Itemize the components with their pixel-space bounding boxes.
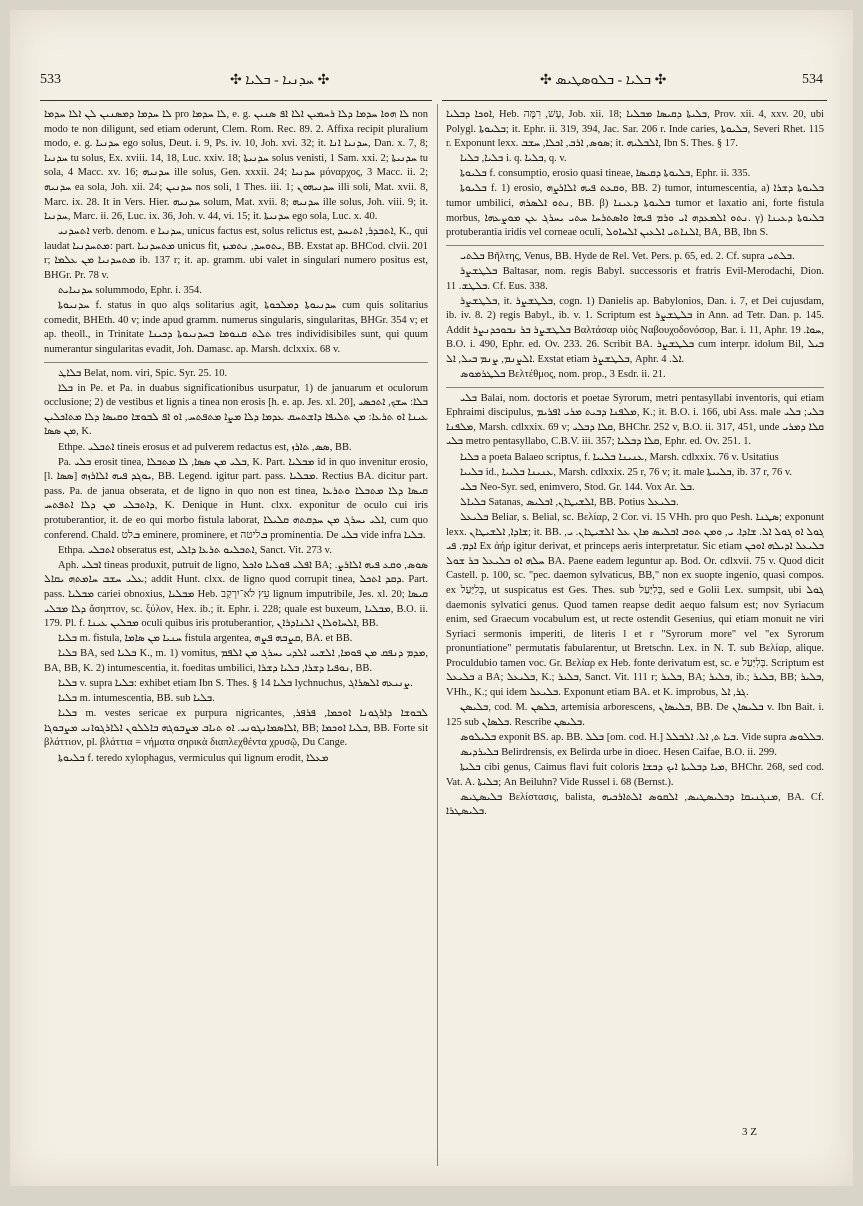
dictionary-entry: ܒܠܝܐ BA, sed ܒܠܝܐ K., m. 1) vomitus, ܡܕܡ ܕܢܦܩ ܡܢ ܦܘܡܐ, ܐܠܫܝܝ ܐܠܕܝ ܝܚܪܓ ܡܢ ܐܠܦܡ, BA, BB, K. 2) intumescentia, it. foeditas umbilici, ܢܘܦܝܐ ܕܫܪܐ, ܒܠܝܐ ܕܫܪܐ, BB. [44, 648, 428, 674]
header-rule-left [40, 100, 432, 101]
dictionary-entry: ܒܠܬܝ Βῆλτης, Venus, BB. Hyde de Rel. Vet. Pers. p. 65, ed. 2. Cf. supra ܒܠܬܝ. [460, 250, 795, 262]
dictionary-entry: ܒܠܛܫܨܪ Baltasar, nom. regis Babyl. successoris et fratris Evil-Merodachi, Dion. ܒܠܛܫ. 11. Cf. Eus. 338. [446, 265, 824, 292]
entry-separator [446, 387, 824, 388]
dictionary-entry: ܒܠܝܐ m. intumescentia, BB. sub ܒܠܝܐ. [58, 693, 215, 705]
entry-separator [446, 245, 824, 246]
entry-separator [44, 362, 428, 363]
dictionary-entry: ܐܬܚܕܢܝ verb. denom. e ܚܕܢܝܐ, unicus factus est, solus relictus est, ܐܬܒܕܪ, ܐܬܝܚܕ, K., qui laudat ܡܬܚܕܢܝܐ: part. ܡܬܚܕܢܝܐ unicus fit, ܝܬܘܚܕ, ܢܬܡܝܙ, BB. Exstat ap. BHCod. clvii. 201 r; ܡܬܚܕܢܝܐ ܡܢ ܥܠܡܐ ib. 137 r; it. ap. gramm. ubi valet in singulari numero positus est, BHGr. Pr. 78 v. [44, 226, 428, 282]
dictionary-entry: ܒܠܛܪܡܘܣ Βελτέθμος, nom. prop., 3 Esdr. ii. 21. [460, 369, 666, 381]
header-rule-right [442, 100, 827, 101]
dictionary-entry: ܒܠܝܣܛܝܣ Βελίστασις, balista, ܡܢܓܢܝܩܐ ܕܒܠܝܣܛܝܣ, ܐܠܩܘܣ ܐܠܬܐܪܟܝܗ, BA. Cf. ܒܠܝܣܛܪܐ. [446, 791, 824, 818]
dictionary-entry: ܒܠܝܥܠ Beliar, s. Belial, sc. Βελίαρ, 2 Cor. vi. 15 VHh. pro quo Pesh. ܣܛܢܐ; exponunt lexx. ܫܐܕܐ, ܐܠܫܝܛܐܢ; it. BB. ܓܘܠ ܐܘ ܓܘܠ ܐܠ. ܫܐܕܐ. ܝ, ܘܡܢ ܬܘܒ ܐܒܠܝܣ ܡܐܢ ܥܠ ܐܠܫܝܛܐܢ. ܝ, ܐܕܡ. ܦܝ Ex ἀήρ igitur derivat, et princeps aeris interpretatur. Sic etiam ܒܠܝܥܠ ܐܕܝܠܗ ܐܘܟܢ ܚܠܗ ܐܘ ܒܠܝܥܠ ܒܪ ܫܘܠ BA. Paene eadem leguntur ap. Bod. Or. cdlxvii. 75 v. Quod dicit Castell. p. 100, sc. "pec. daemon sylvaticus, BB," non ex suopte ingenio, quasi compos. ex בְּלִיַּעַל, ut suspicatus est Ges. Thes. sub בְּלִיַּעַל, sed e Golii Lex. sumpsit, ubi ܓܘܠ daemonis sylvatici genus. Quod tamen reapse dedit aequo falsum est; nov Syriacum enim, sed Graecum vocabulum est, ut recte ostendit Gesenius, qui etiam monuit ne viri Syriaci sermonis imperiti, de literis l et r "Syrorum more" vel "ex Syrorum pronuntiatione" permutatis fabularentur, ut Bretschn. Lex. in N. T. sub Βελίαρ, alique. Proculdubio tamen voc. Gr. Βελίαρ ex Heb. fonte derivatum est, sc. e בְּלִיַּעַל. Scriptum est ܒܠܝܥܠ a BA; ܒܠܝܥܠ, K.; ܒܠܝܪ, Sanct. Vit. 111 r; ܒܠܝܪ, BA; ܒܠܝܪ, ib.; ܒܠܝܪ, BB; ܒܠܝܪ, VHh., K.; qui idem ܒܠܝܥܠ. Exponunt etiam BA. et K. improbus, ܓܪ, ܐܠ. [446, 511, 824, 699]
dictionary-entry: ܒܠܝܠܘܣ exponit BS. ap. BB. ܒܠܠ [om. cod. H.] ܒܝܐ ܬ, ܐܠ. ܐܠܒܠܠ. Vide supra ܒܠܠܘܣ. [460, 731, 824, 743]
dictionary-entry: ܒܠܝܐ a poeta Balaeo scriptus, f. ܥܢܝܢܐ ܒܠܝܝܐ, Marsh. cdlxxix. 76 v. Usitatius [460, 451, 779, 463]
left-column [44, 108, 428, 1162]
dictionary-entry: ܒܠܝܣܢ, cod. M. ܒܠܣܢ, artemisia arborescens, ܒܠܝܣܐܢ, BB. De ܒܠܝܣܐܢ v. Ibn Bait. i. 125 sub ܒܠܣܐܢ. Rescribe ܒܠܝܣܢ. [446, 702, 824, 728]
right-column [446, 108, 824, 1116]
dictionary-entry: ܚܕܢܝܘܬܐ f. status in quo alqs solitarius agit, ܚܕܢܝܘܬܐ ܕܡܠܟܘܬܐ cum quis solitarius comedit, BHEth. 40 v; inde apud gramm. numerus singularis, singularitas, BHGr. 354 v; et ap. theoll., in Trinitate ܬܠܬ ܩܢܘܡܐ ܒܚܕܢܝܘܬܐ ܕܟܝܢܐ tres individisibiles sunt, qui quum numerantur singularitas evadit, Joh. Damasc. ap. Marsh. dclxxix. 68 v. [44, 300, 428, 355]
dictionary-entry: ܚܕܢܝܐܝܬ solummodo, Ephr. i. 354. [58, 285, 202, 297]
dictionary-entry: ܒܠܝܬܐ cibi genus, Caimus flavi fuit coloris ܡܝܐ ܕܒܠܝܬܐ ܐܝܟ ܕܒܫܐ, BHChr. 268, sed cod. Vat. A. ܒܠܝܬܐ; An Beiluhn? Vide Russel i. 68 (Bernst.). [446, 762, 824, 788]
dictionary-entry: Pa. ܒܠܝ erosit tinea, ܒܠܝ ܡܢ ܣܣܐ, ܠܐ ܡܬܒܠܐ, K. Part. ܡܒܠܝܐ id in quo invenitur erosio, [l. ܣܣܐ] ܝܘܓܕ ܦܝܗ ܐܠܐܪܙܗ, BB. Legend. igitur part. pass. ܡܒܠܝܐ. Rectius BA. dicitur part. pass. Pa. de janua obserata, et de ligno in quo non est tinea, ܩܝܣܐ ܕܠܐ ܡܬܒܠܐ ܘܬܪܥܐ ܕܐܬܒܠܝ ܡܢ ܕܠܐ ܐܬܦܬܚ, K. Denique in Hunt. clxx. exponitur de oculo cui iris protuberantior, it. de eo qui morbo fistula laborat, ܐܠܝ ܝܚܪܓ ܡܢ ܚܕܩܬܗ ܩܠܝܠܐ, cum quo conferend. Chald. ܒלט eminere, prominere, et ܒליטה prominentia. De ܒܠܝ vide infra ܒܠܝܐ. [44, 456, 428, 541]
dictionary-entry: ܠܐ ܚܕܡܐ ܕܡܣܢܝܢ ܠܢ ܐܠܐ ܚܕܡܐ pro ܠܐ ܚܕܡܐ, e. g. ܠܐ ܗܘܐ ܚܕܡܐ ܕܠܐ ܪܚܡܝܢ ܐܠܐ ܐܦ ܣܢܝܢ non modo te non diligunt, sed etiam oderunt, Clem. Rom. Rec. 89. 2. Affixa recipit pluralium modo, e. g. ܚܕܢܝܐ ego solus, Deut. i. 9, Ps. iv. 10, Joh. xvi. 32; it. ܚܕܢܝܐ ܐܢܐ, Dan. x. 7, 8; ܚܕܢܝܐ tu solus, Ex. xviii. 14, 18, Luc. xxiv. 18; ܚܕܢܝܬܐ solus venisti, 1 Sam. xxi. 2; ܚܕܢܝܬܐ tu sola, 4 Macc. xv. 16; ܚܕܢܝܗ ille solus, Gen. xxxii. 24; ܚܕܢܝܐ μόναρχος, 3 Macc. ii. 2; ܚܕܢܝܗ ea sola, Joh. xii. 24; ܚܕܢܝܢ nos soli, 1 Thes. iii. 1; ܚܕܢܝܗܘܢ illi soli, Mat. xvii. 8, Marc. ix. 28. It in Vers. Hier. ܚܕܢܝܗ solum, Mat. xvii. 8; ܚܕܢܝܗ ille solus, Joh. viii. 9; it. ܚܕܢܝܐ, Marc. ii. 26, Luc. ix. 36, Joh. v. 44, vi. 15; it. ܚܕܢܝܬܐ ego sola, Luc. x. 40. [44, 109, 428, 223]
dictionary-page [10, 10, 853, 1186]
dictionary-entry: ܒܠܝܘܬܐ f. consumptio, erosio quasi tineae, ܒܠܝܘܬܐ ܕܩܝܣܐ, Ephr. ii. 335. [460, 168, 751, 180]
dictionary-entry: ܒܠܛܫܨܪ, it. ܒܠܛܫܨܪ, cogn. 1) Danielis ap. Babylonios, Dan. i. 7, et Dei cujusdam, ib. iv. 8. 2) regis Babyl., ib. v. 1. Scriptum est ܒܠܛܫܨܪ in Ann. ad Tetr. Dan. p. 145. Addit ܒܠܛܫܨܪ ܒܪ ܢܒܘܟܕܢܨܪ Βαλτάσαρ υἱὸς Ναβουχοδονόσορ, Bar. i. 11, Aphr. ܚܘܐ. 19, B.O. i. 490, Ephr. ed. Ov. 233. 26. Scribit BA. ܒܠܛܫܨܪ cum interpr. idolum Bil, ܒܝܠ ܐܠܨܢܡ, ܨܢܡ ܒܝܠ, ܐܠ. Exstat etiam ܒܠܛܫܨܪ, Aphr. ܐܠ. 4. [446, 295, 824, 365]
dictionary-entry: Aph. ܐܒܠܝ tineas produxit, putruit de ligno, ܐܦܠܝ ܦܘܠܝܐ ܘܐܟܠ BA; ܣܘܣ, ܘܩܥ ܦܝܗ ܐܠܐܪܨ. ܥܠܝ ܚܫܒ ܚܐܡܬܗ ܝܩܐܠ; addit Hunt. clxx. de ligno quod corrupit tinea, ܕܩܕ ܐܬܟܠ. Part. pass. ܡܒܠܝܐ cariei obnoxius, ܡܒܠܝܐ Heb. עֵץ לֹא־יִרְקַב lignum imputribile, Jes. xl. 20; ܩܝܣܐ ܕܠܐ ܡܒܠܝ ἄσηπτον, sc. ξύλον, Hex. ib.; it. Ephr. i. 228; quale est buxeum, ܡܒܠܝܐ, B.O. ii. 179. Pl. f. ܡܒܠܝܢ ܥܝܢܐ oculi quibus iris protuberantior, ܐܠܚܐܘܠܐܢ ܐܠܢܐܕܪܐܢ, BB. [44, 559, 428, 630]
signature-mark: 3 Z [742, 1126, 757, 1138]
dictionary-entry: ܒܠܝܐ v. supra ܒܠܝܐ: exhibet etiam Ibn S. Thes. § 14 ܒܠܝܐ lychnuchus, ܨܢܝܥܗ ܐܠܣܪܐܓ. [58, 678, 413, 690]
dictionary-entry: ܒܠܝܘܬܐ f. teredo xylophagus, vermiculus qui lignum erodit, ܡܥܠܐ [58, 752, 329, 764]
dictionary-entry: ܒܠܝ Balai, nom. doctoris et poetae Syrorum, metri pentasyllabi inventoris, qui etiam Ephraimi discipulus, ܡܠܦܢܐ ܕܒܝܬ ܡܪܝ ܐܦܪܝܡ, K.; it. B.O. i. 166, ubi Ass. male ܒܠܝ; ܒܠܝ ܡܠܦܢܐ, Marsh. cdlxxix. 69 v; ܩܠܐ ܕܒܠܝ, BHChr. 252 v, B.O. ii. 317, 451, unde ܩܠܐ ܕܡܪܝ ܒܠܝ metro pentasyllabo, C.B.V. iii. 357; ܩܠܐ ܕܒܠܝܐ, Ephr. ed. Ov. 251. 1. [446, 392, 824, 448]
left-page-number: 533 [40, 72, 61, 87]
right-page-number: 534 [802, 72, 823, 87]
dictionary-entry: Ethpe. ܐܬܒܠܝ tineis erosus et ad pulverem redactus est, ܣܣ, ܬܐܪܙ, BB. [58, 441, 352, 453]
dictionary-entry: ܐܘܟܐ ܕܒܠܝܐ, Heb. עָשׁ, רִמָּה, Job. xii. 18; ܒܠܝܬܐ ܕܩܝܣܐ ܡܒܠܝܐ, Prov. xii. 4, xxv. 20, ubi Polygl. ܒܠܝܘܬܐ; it. Ephr. ii. 319, 394, Jac. Sar. 206 r. Inde caries, ܒܠܝܘܬܐ, Severi Rhet. 115 r. Exponunt lexx. ܣܘܣ, ܐܪܒ, ܐܟܠܐ, ܚܫܒ; it. ܐܠܒܠܝܗ, Ibn S. Thes. § 17. [446, 109, 824, 150]
dictionary-entry: ܒܠܝ Neo-Syr. sed, enimvero, Stod. Gr. 144. Vox Ar. ܒܠ. [460, 481, 695, 493]
dictionary-entry: ܒܠܝܐ m. fistula, ܚܢܝܐ ܡܢ ܣܐܡܐ fistula argentea, ܩܨܒܗ ܦܨܗ, BA. et BB. [58, 633, 353, 645]
dictionary-entry: ܒܠܐ in Pe. et Pa. in duabus significationibus usurpatur, 1) de januarum et oculorum occlusione; 2) de vestibus et lignis a tinea non erosis [h. e. ap. Jes. xl. 20], ܒܠܐ: ܚܫܟ, ܐܬܟܣܝ ܥܝܢܐ ܐܘ ܬܪܥܐ: ܡܢ ܬܠܝܦܐ ܕܐܫܬܚܩ ܥܕܡܐ ܕܠܐ ܡܨܐ ܡܬܦܬܚ, ܐܘ ܐܦ ܠܒܘܫܐ ܘܩܝܣܐ ܕܠܐ ܡܬܐܟܠܝܢ ܡܢ ܣܣܐ, K. [44, 382, 428, 438]
left-running-title: ✣ ܚܕܢܝܐ - ܒܠܝܐ ✣ [230, 73, 330, 88]
dictionary-entry: ܒܠܝܐܠ Satanas, ܐܠܫܝܛܐܢ, ܐܒܠܝܣ, BB. Potius ܒܠܝܥܠ. [460, 496, 679, 508]
running-header [40, 72, 823, 96]
dictionary-entry: Ethpa. ܐܬܒܠܝ obseratus est, ܐܬܒܠܝܘ ܬܪܥܐ ܕܐܠܝ, Sanct. Vit. 273 v. [58, 544, 332, 556]
dictionary-entry: ܒܠܝܘܬܐ f. 1) erosio, ܘܩܥܬ ܦܝܗ ܐܠܐܪܨܗ, BB. 2) tumor, intumescentia, a) ܒܠܝܘܬܐ ܕܫܪܐ tumor umbilici, ܢܬܘ ܐܠܣܪܗ, BB. β) ܒܠܝܘܬܐ ܕܥܝܢܐ tumor et laxatio ani, forte fistula morbus, ܢܬܘ ܐܠܡܥܕܗ ܐܝ ܘܪܡ ܦܝܗܐ ܘܐܣܬܪܚܐ ܚܬܝ ܝܚܪܓ ܥܢ ܡܘܨܥܗܐ. γ) ܒܠܝܘܬܐ ܕܥܝܢܐ protuberantia iridis vel corneae oculi, ܐܠܢܐܬܝ ܐܠܥܝܢ ܐܠܚܐܘܠ, BA, BB, Ibn S. [446, 183, 824, 239]
dictionary-entry: ܒܠܐܛ Belat, nom. viri, Spic. Syr. 25. 10. [58, 367, 228, 379]
right-running-title: ✣ ܒܠܝܐ - ܒܠܘܣܛܝܣ ✣ [540, 73, 667, 88]
column-divider [437, 104, 438, 1166]
dictionary-entry: ܒܠܝܪܕܝܣ Belirdrensis, ex Belirda urbe in dioec. Hesen Caifae, B.O. ii. 299. [460, 746, 777, 758]
dictionary-entry: ܒܠܝܝܐ id., ܥܢܝܢܐ ܒܠܝܝܐ, Marsh. cdlxxix. 25 r, 76 v; it. male ܒܠܝܝܬܐ, ib. 37 r, 76 v. [460, 466, 793, 478]
dictionary-entry: ܒܠܝܐ, ܒܠܝܐ i. q. ܒܠܝܐ, q. v. [460, 153, 567, 165]
dictionary-entry: ܒܠܝܐ m. vestes sericae ex purpura nigricantes, ܠܒܘܫܐ ܕܐܪܓܘܢܐ ܐܘܟܡܐ, ܦܪܦܪ, ܐܠܐܣܡܐܢܓܘܢܝ. ܐܘ ܬܝܐܒ ܡܨܒܘܓܗ ܒܐܠܠܘܢ ܐܠܐܪܓܘܐܢܝ ܡܨܒܘܓܐ, BB; ܒܠܝܐ ܐܘܟܡܐ, BB. Forte sit βλάττιον, pl. βλάττια = νήματα σηρικὰ διαπλεχθέντα χρυσῷ, Du Cange. [44, 708, 428, 749]
